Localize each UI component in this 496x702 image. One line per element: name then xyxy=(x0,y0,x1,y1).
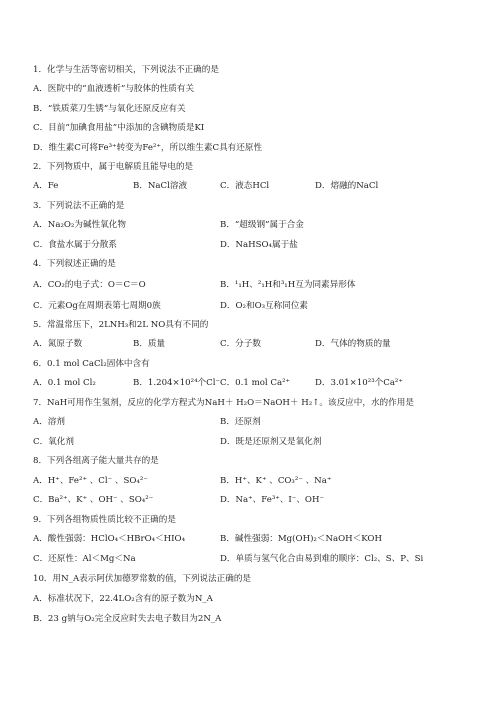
question-9-option-d: D．单质与氢气化合由易到难的顺序：Cl₂、S、P、Si xyxy=(220,554,424,564)
question-1-option-c: C．目前“加碘食用盐”中添加的含碘物质是KI xyxy=(33,123,205,133)
question-5-option-c: C．分子数 xyxy=(220,339,261,349)
question-8-option-b: B．H⁺、K⁺ 、CO₃²⁻ 、Na⁺ xyxy=(220,476,332,486)
question-8-option-c: C．Ba²⁺、K⁺ 、OH⁻ 、SO₄²⁻ xyxy=(33,495,154,505)
question-1-option-a: A．医院中的“血液透析”与胶体的性质有关 xyxy=(33,84,195,94)
question-9-stem: 9．下列各组物质性质比较不正确的是 xyxy=(33,515,176,525)
question-6-option-c: C．0.1 mol Ca²⁺ xyxy=(220,378,291,388)
question-6-stem: 6．0.1 mol CaCl₂固体中含有 xyxy=(33,359,150,369)
question-9-option-b: B．碱性强弱：Mg(OH)₂＜NaOH＜KOH xyxy=(220,534,382,544)
question-4-stem: 4．下列叙述正确的是 xyxy=(33,259,116,269)
question-7-option-c: C．氧化剂 xyxy=(33,437,74,447)
question-3-stem: 3．下列说法不正确的是 xyxy=(33,201,125,211)
question-8-stem: 8．下列各组离子能大量共存的是 xyxy=(33,456,159,466)
question-2-stem: 2．下列物质中，属于电解质且能导电的是 xyxy=(33,162,194,172)
question-8-option-a: A．H⁺、Fe²⁺ 、Cl⁻ 、SO₄²⁻ xyxy=(33,476,148,486)
question-10-option-a: A．标准状况下，22.4LO₂含有的原子数为N_A xyxy=(33,594,213,604)
question-4-option-a: A．CO₂的电子式：O＝C＝O xyxy=(33,280,146,290)
question-9-option-c: C．还原性：Al＜Mg＜Na xyxy=(33,554,136,564)
question-2-option-c: C．液态HCl xyxy=(220,181,270,191)
question-1-stem: 1．化学与生活等密切相关，下列说法不正确的是 xyxy=(33,65,219,75)
question-5-option-a: A．氮原子数 xyxy=(33,339,83,349)
question-4-option-d: D．O₂和O₃互称同位素 xyxy=(220,301,309,311)
question-5-stem: 5．常温常压下，2LNH₃和2L NO具有不同的 xyxy=(33,320,209,330)
question-2-option-a: A．Fe xyxy=(33,181,59,191)
question-6-option-d: D．3.01×10²³个Ca²⁺ xyxy=(315,378,403,388)
question-4-option-c: C．元素Og在周期表第七周期0族 xyxy=(33,301,161,311)
question-10-stem: 10．用N_A表示阿伏加德罗常数的值，下列说法正确的是 xyxy=(33,574,252,584)
question-3-option-a: A．Na₂O₂为碱性氧化物 xyxy=(33,220,126,230)
question-9-option-a: A．酸性强弱：HClO₄＜HBrO₄＜HIO₄ xyxy=(33,534,186,544)
question-6-option-b: B．1.204×10²⁴个Cl⁻ xyxy=(133,378,220,388)
question-6-option-a: A．0.1 mol Cl₂ xyxy=(33,378,96,388)
question-3-option-d: D．NaHSO₄属于盐 xyxy=(220,240,298,250)
question-3-option-c: C．食盐水属于分散系 xyxy=(33,240,117,250)
question-7-option-d: D．既是还原剂又是氧化剂 xyxy=(220,437,322,447)
question-3-option-b: B．“超级钢”属于合金 xyxy=(220,220,304,230)
question-1-option-d: D．维生素C可将Fe³⁺转变为Fe²⁺，所以维生素C具有还原性 xyxy=(33,143,263,153)
question-2-option-d: D．熔融的NaCl xyxy=(315,181,379,191)
question-1-option-b: B．“铁质菜刀生锈”与氧化还原反应有关 xyxy=(33,104,186,114)
question-2-option-b: B．NaCl溶液 xyxy=(133,181,188,191)
question-10-option-b: B．23 g钠与O₂完全反应时失去电子数目为2N_A xyxy=(33,614,222,624)
question-5-option-d: D．气体的物质的量 xyxy=(315,339,391,349)
question-7-option-b: B．还原剂 xyxy=(220,417,261,427)
question-7-stem: 7．NaH可用作生氢剂，反应的化学方程式为NaH＋ H₂O＝NaOH＋ H₂↑。该反应中，水的作用是 xyxy=(33,398,414,408)
question-8-option-d: D．Na⁺、Fe³⁺、I⁻、OH⁻ xyxy=(220,495,325,505)
question-5-option-b: B．质量 xyxy=(133,339,166,349)
question-4-option-b: B．¹₁H、²₁H和³₁H互为同素异形体 xyxy=(220,280,356,290)
question-7-option-a: A．溶剂 xyxy=(33,417,65,427)
